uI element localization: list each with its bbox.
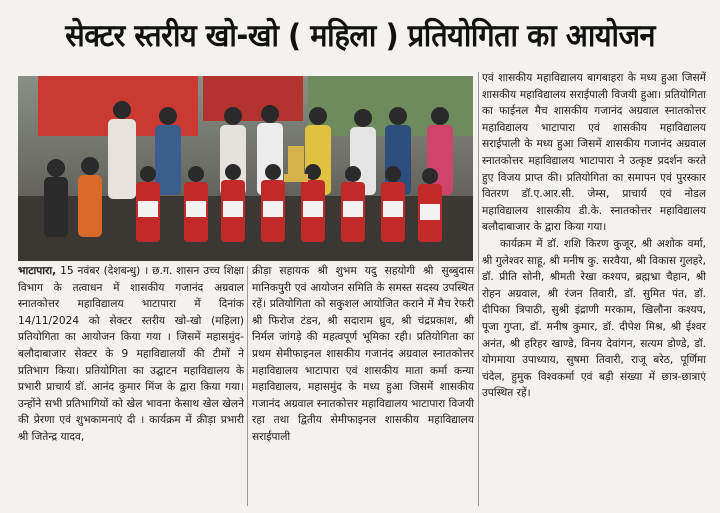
article-column-1 bbox=[18, 263, 244, 508]
column-divider-right bbox=[478, 72, 479, 506]
column-divider-left bbox=[247, 266, 248, 506]
group-photo bbox=[18, 76, 473, 261]
column-3-para-2: कार्यक्रम में डॉ. शशि किरण कुजूर, श्री अशोक वर्मा, श्री गुलेश्वर साहू, श्री मनीष कु. सरवैया, श्री विकास गुलहरे, डॉ. प्रीति सोनी, श्रीमती रेखा कश्यप, ब्रह्मभ्रा चैहान, श्री रोहन अग्रवाल, श्री रंजन तिवारी, डॉ. सुमित पंत, डॉ. दीपिका त्रिपाठी, सुश्री इंद्राणी मरकाम, खिलौना कश्यप, पूजा गुप्ता, डॉ. मनीष कुमार, डॉ. दीपेश मिश्र, श्री ईश्वर अनंत, श्री हरिहर खाण्डे, विनय देवांगन, सत्यम डोण्डे, डॉ. योगमाया उपाध्याय, सुषमा तिवारी, राजू बरेठ, पूर्णिमा चंदेल, हुमुक विश्वकर्मा एवं बड़ी संख्या में छात्र-छात्राएं उपस्थित रहें। bbox=[482, 237, 706, 400]
dateline: भाटापारा, bbox=[18, 265, 57, 277]
column-1-text: 15 नवंबर (देशबन्धु) । छ.ग. शासन उच्च शिक्षा विभाग के तत्वाधन में शासकीय गजानंद अग्रवाल स्नातकोत्तर महाविद्यालय भाटापारा में दिनांक 14/11/2024 को सेक्टर स्तरीय खो-खो (महिला) प्रतियोगिता का आयोजन किया गया । जिसमें महासमुंद-बलौदाबाजार सेक्टर के 9 महाविद्यालयों की टीमों ने प्रतिभाग किया। प्रतियोगिता का उद्घाटन महाविद्यालय के प्रभारी प्राचार्य डॉ. आनंद कुमार मिंज के द्वारा किया गया। उन्होंने सभी प्रतिभागियों को खेल भावना केसाथ खेल खेलने की प्रेरणा एवं शुभकामनाएं दी । कार्यक्रम में क्रीड़ा प्रभारी श्री जितेन्द्र यादव, bbox=[18, 265, 244, 443]
column-2-text: क्रीड़ा सहायक श्री शुभम यदु सहयोगी श्री सुब्बुदास मानिकपुरी एवं आयोजन समिति के समस्त सदस्य उपस्थित रहें। प्रतियोगिता को सकुशल आयोजित कराने में मैच रेफरी श्री फिरोज टंडन, श्री सदाराम ध्रुव, श्री चंद्रप्रकाश, श्री निर्मल जांगड़े की महत्वपूर्ण भूमिका रही। प्रतियोगिता का प्रथम सेमीफाइनल शासकीय गजानंद अग्रवाल स्नातकोत्तर महाविद्यालय भाटापारा एवं शासकीय माता कर्मा कन्या महाविद्यालय, महासमुंद के मध्य हुआ जिसमें शासकीय गजानंद अग्रवाल स्नातकोत्तर महाविद्यालय भाटापारा विजयी रहा तथा द्वितीय सेमीफाइनल शासकीय महाविद्यालय सराईपाली bbox=[252, 265, 474, 443]
headline bbox=[0, 0, 720, 70]
column-3-para-1: एवं शासकीय महाविद्यालय बागबाहरा के मध्य हुआ जिसमें शासकीय महाविद्यालय सराईपाली विजयी हुआ। प्रतियोगिता का फाईनल मैच शासकीय गजानंद अग्रवाल स्नातकोत्तर महाविद्यालय भाटापारा एवं शासकीय महाविद्यालय सराईपाली के मध्य हुआ जिसमें शासकीय गजानंद अग्रवाल स्नातकोत्तर महाविद्यालय भाटापारा ने उत्कृष्ट प्रदर्शन करते हुए विजय प्राप्त की। प्रतियोगिता का समापन एवं पुरस्कार वितरण डॉ.ए.आर.सी. जेम्स, प्राचार्य एवं नोडल महाविद्यालय शासकीय डी.के. स्नातकोत्तर महाविद्यालय बलौदाबाजार के द्वारा किया गया। bbox=[482, 72, 706, 234]
group-photo-image bbox=[18, 76, 473, 261]
article-column-3 bbox=[482, 70, 706, 510]
article-column-2 bbox=[252, 263, 474, 508]
headline-text: सेक्टर स्तरीय खो-खो ( महिला ) प्रतियोगिता का आयोजन bbox=[65, 18, 655, 54]
